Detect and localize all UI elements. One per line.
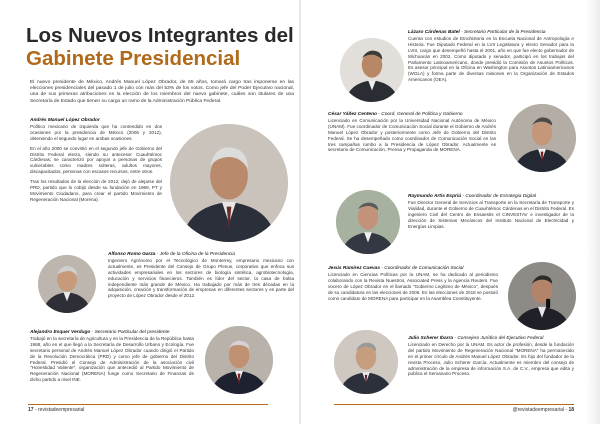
bio-name: Andrés Manuel López Obrador (30, 118, 100, 123)
footer-text: - revistadeempresarial (33, 407, 85, 413)
bio-yanez (328, 112, 496, 157)
bio-name-text: César Yáñez Centeno (328, 112, 377, 117)
page-edge-shadow (586, 0, 600, 424)
bio-paragraph: Licenciado en Derecho por la UNAM. Es actor de profesión, desde la fundación del partido Movimiento de Regeneración Nacional "MORENA" ha permanecido en el primer círculo de Andrés Manuel López Obrador. Es hijo del fundador de la revista Proceso, Julio Scherer García. Actualmente es miembro del consejo de administración de la empresa de información S.A. de C.V., empresa que edita y publica el Semanario Proceso. (408, 341, 574, 377)
portrait-scherer (334, 330, 398, 394)
bio-paragraph: Fue Director General de Servicios al Transporte en la Secretaría de Transporte y Vialidad, durante el Gobierno de Cuauhtémoc Cárdenas en el Distrito Federal. Es ingeniero Civil del Centro de Ensaestis el CINVESTAV e investigador de la dirección de Sistemas Mecánicos del Instituto Nacional de Electricidad y Energías Limpias. (408, 199, 574, 229)
bio-name-text: Raymundo Artis Espriú (408, 194, 462, 199)
bio-scherer (408, 336, 574, 381)
portrait-romo (38, 255, 96, 313)
portrait-espriu (336, 190, 400, 254)
bio-role: - Secretario Particular de la Presidencia (459, 30, 546, 35)
bio-role: - Coordinador de Comunicación Social (380, 266, 464, 271)
bio-name-text: Jesús Ramírez Cuevas (328, 266, 380, 271)
portrait-ramirez (508, 262, 576, 330)
footer-rule (28, 404, 268, 405)
portrait-yanez (508, 104, 576, 172)
bio-ramirez (328, 266, 498, 305)
bio-paragraph: Licenciado en Ciencias Políticas por la UNAM, se ha dedicado al periodismo colaborando con la Revista Nuestros, Associated Press y la Agencia Reuters. Fue vocero de López Obrador en el llamado "Gobierno Legítimo de México", después de su candidatura en las elecciones de 2006. En las elecciones de 2018 se postuló como candidato de MORENA para participar en la Asamblea Constituyente. (328, 271, 498, 301)
bio-role: - Coord. General de Política y Gobierno (376, 112, 463, 117)
bio-paragraph: En el año 2000 se convirtió en el segundo jefe de Gobierno del Distrito Federal electo, siendo su antecesor Cuauhtémoc Cárdenas; se caracterizó por apoyar a personas de grupos vulnerables como madres solteras, adultos mayores, discapacitados, personas con escasos recursos, entre otros. (30, 145, 162, 175)
title-line-2: Gabinete Presidencial (26, 47, 241, 70)
bio-role: - Coordinador de Estrategia Digital (461, 194, 537, 199)
page-gutter (299, 0, 301, 424)
bio-role: - Consejero Jurídico del Ejecutivo Federal (453, 336, 544, 341)
bio-paragraph: Trabajó en la secretaría de Agricultura y en la Presidencia de la República hasta 1988, año en el que llegó a la Secretaría de Desarrollo Urbano y Ecología. Fue secretario personal de Andrés Manuel López Obrador cuando dirigió el Partido de la Revolución Democrática (PRD) y como jefe de gobierno del Distrito Federal. Presidió el Consejo de Administración de la asociación civil "Honestidad Valiente", organización que antecedió al Partido Movimiento de Regeneración Nacional (MORENA) funge como Secretario de Finanzas de dicho partido a nivel INE. (30, 335, 194, 383)
bio-esquer (30, 330, 194, 387)
bio-paragraph: Cuenta con estudios de Etnohistoria en la Escuela Nacional de Antropología e Historia. Fue Diputado Federal en la LVII Legislatura y electo Senador para la LVIII, cargo que desempeñó hasta el 2001, año en que fue electo gobernador de Michoacán en 2002. Como diputado y senador, participó en los trabajos del Parlamento Latinoamericano, donde presidió la Comisión de Asuntos Políticos. Es asesor principal en la Oficina en Washington para Asuntos Latinoamericanos (WOLA) y forma parte de diversas misiones en la Organización de Estados Americanos (OEA). (408, 35, 574, 83)
bio-name-text: Lázaro Cárdenas Batel (408, 30, 460, 35)
bio-lopez-obrador (30, 118, 162, 207)
bio-cardenas (408, 30, 574, 87)
title-line-1: Los Nuevos Integrantes del (26, 24, 294, 47)
bio-role: - Jefe de la Oficina de la Presidencia (155, 252, 235, 257)
page-number: 18 (568, 407, 574, 413)
bio-espriu (408, 194, 574, 233)
intro-paragraph: El nuevo presidente de México, Andrés Manuel López Obrador, de 65 años, tomará cargo tras imponerse en las elecciones presidenciales del pasado 1 de julio con más del 53% de los votos. Como jefe del Poder Ejecutivo nacional, una de sus primeras atribuciones es la elección de los miembros del nuevo gabinete, cuáles son titulares de una Secretaría de Estado que tienen su cargo un ramo de la Administración Pública Federal. (30, 80, 294, 104)
bio-name-text: Alejandro Esquer Verdugo (30, 330, 91, 335)
portrait-lopez-obrador (170, 124, 288, 242)
portrait-esquer (205, 326, 273, 394)
portrait-cardenas (340, 38, 404, 102)
bio-name-text: Julio Scherer Ibarra (408, 336, 454, 341)
footer-rule (334, 404, 574, 405)
footer-left (28, 407, 84, 413)
footer-text: @revistadeempresarial - (512, 407, 569, 413)
bio-name-text: Alfonso Romo Garza (108, 252, 156, 257)
bio-role: - Secretario Particular del presidente (90, 330, 170, 335)
footer-right (513, 407, 575, 413)
bio-romo (108, 252, 294, 303)
article-title (26, 24, 296, 70)
bio-paragraph: Político mexicano de izquierda que ha contendido en dos ocasiones por la presidencia de México (2006 y 2012), obteniendo el segundo lugar en ambas ocasiones. (30, 123, 162, 141)
bio-paragraph: Tras los resultados de la elección de 2012, dejó de alejarse del PRD, partido que lo cobijó desde su fundación en 1989, PT y Movimiento Ciudadano, para crear el partido Movimiento de Regeneración Nacional (Morena). (30, 179, 162, 202)
bio-paragraph: Ingeniero Agrónomo por el Tecnológico de Monterrey, empresario mexicano con actualmente, es Presidente del Consejo de Grupo Plenus, corporativo que enfoca sus actividades empresariales en los sectores de biología sintética, agrobiotecnología, educación y servicios financieros. También es líder del sector, la casa de bolsa independiente más grande de México. Ha trabajado por más de tres décadas en la adquisición, creación y transformación de empresas en diferentes sectores y es parte del proyecto de López Obrador desde el 2012. (108, 257, 294, 299)
bio-paragraph: Licenciado en Comunicación por la Universidad Nacional Autónoma de México (UNAM). Fue coordinador de Comunicación Social durante el Gobierno de Andrés Manuel López Obrador y posteriormente como Jefe de Gobierno del Distrito Federal. Se ha desempeñado como coordinador de Comunicación Social en las tres campañas rumbo a la Presidencia de López Obrador. Actualmente es secretario de Comunicación, Prensa y Propaganda de MORENA. (328, 117, 496, 153)
page-number: 17 (28, 407, 34, 413)
